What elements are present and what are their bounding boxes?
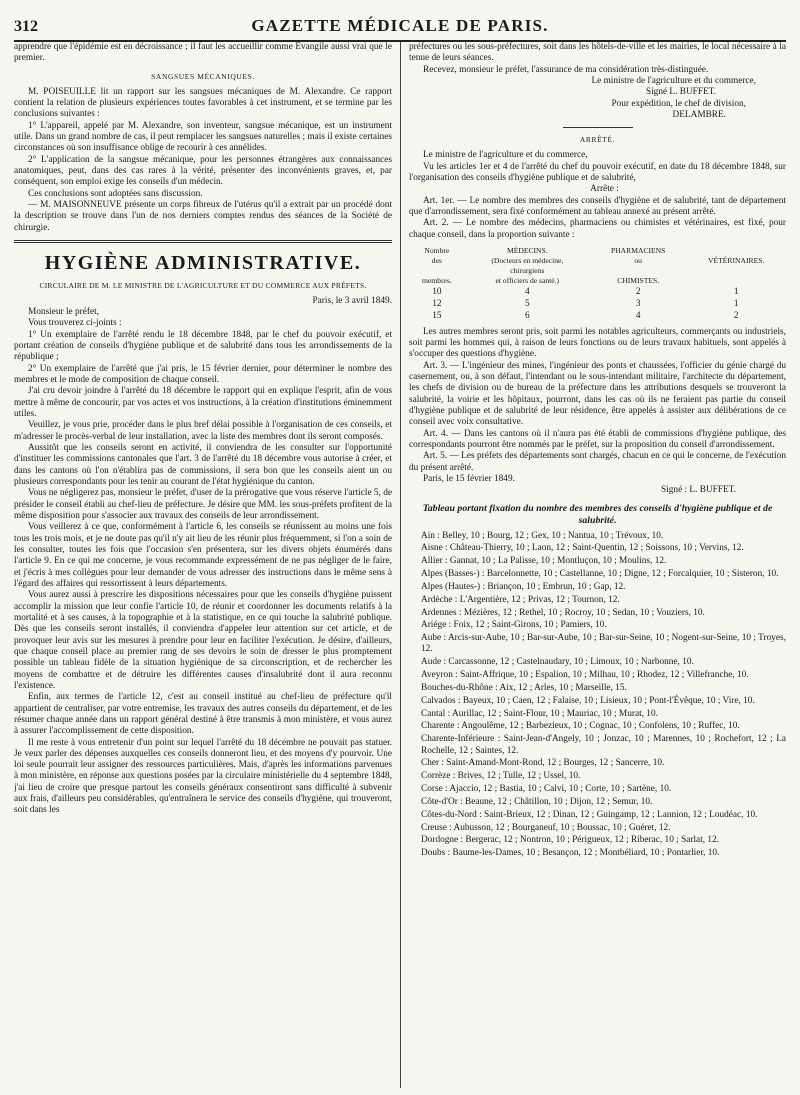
department-entry: Creuse : Aubusson, 12 ; Bourganeuf, 10 ; Boussac, 10 ; Guéret, 12. xyxy=(421,822,671,833)
department-entry: Charente-Inférieure : Saint-Jean-d'Angely, 10 ; Jonzac, 10 ; Marennes, 10 ; Rochefort, 12 ; La Rochelle, 12 ; Saintes, 12. xyxy=(421,734,786,756)
department-entry: Côtes-du-Nord : Saint-Brieux, 12 ; Dinan, 12 ; Guingamp, 12 ; Lannion, 12 ; Loudéac, 10. xyxy=(421,809,758,820)
table-row xyxy=(409,310,786,322)
department-entry: Corse : Ajaccio, 12 ; Bastia, 10 ; Calvi, 10 ; Corte, 10 ; Sartène, 10. xyxy=(421,784,672,795)
paragraph: 2° Un exemplaire de l'arrêté que j'ai pris, le 15 février dernier, pour déterminer le nombre des membres et le mode de composition de chaque conseil. xyxy=(14,363,392,385)
table-cell: 1 xyxy=(733,298,739,309)
department-entry: Aisne : Château-Thierry, 10 ; Laon, 12 ; Saint-Quentin, 12 ; Soissons, 10 ; Vervins, 12. xyxy=(421,543,744,554)
table-cell: 3 xyxy=(635,298,641,309)
page-number: 312 xyxy=(14,18,38,35)
article: Art. 1er. — Le nombre des membres des conseils d'hygiène et de salubrité, tant de département que d'arrondissement, sera fixé conformément au tableau annexé au présent arrêté. xyxy=(409,195,786,218)
section-rule xyxy=(14,240,392,243)
article: Art. 2. — Le nombre des médecins, pharmaciens ou chimistes et vétérinaires, est fixé, pour chaque conseil, dans la proportion suivante : xyxy=(409,218,786,240)
department-entry: Allier : Gannat, 10 ; La Palisse, 10 ; Montluçon, 10 ; Moulins, 12. xyxy=(421,556,667,567)
table-row xyxy=(409,286,786,298)
table-header: VÉTÉRINAIRES. xyxy=(708,255,765,265)
department-entry: Ain : Belley, 10 ; Bourg, 12 ; Gex, 10 ; Nantua, 10 ; Trévoux, 10. xyxy=(421,530,664,541)
letter-date: Paris, le 3 avril 1849. xyxy=(312,295,392,306)
separator xyxy=(563,127,633,128)
table-header: Nombre xyxy=(424,246,450,256)
table-header: chirurgiens xyxy=(510,265,545,275)
department-entry: Aude : Carcassonne, 12 ; Castelnaudary, 10 ; Limoux, 10 ; Narbonne, 10. xyxy=(421,657,694,668)
paragraph: Vous trouverez ci-joints : xyxy=(28,318,122,329)
paragraph: Vous veillerez à ce que, conformément à l'article 6, les conseils se réunissent au moins une fois tous les trois mois, et je ne doute pas qu'il n'y ait lieu de les réunir plus fréquemment, si l'on a soin de les consulter, toutes les fois que l'occasion s'en présentera, sur les divers objets énumérés dans l'article 9. En ce qui me concerne, je vous recommande expressément de ne pas négliger de le faire, et j'écris à mes collègues pour leur demander de vous adresser des instructions dans le même sens à l'égard des affaires qui ressortissent à leurs départements. xyxy=(14,522,392,589)
table-header: MÉDECINS. xyxy=(506,246,548,256)
paragraph: Vous ne négligerez pas, monsieur le préfet, d'user de la prérogative que vous réserve l'article 5, de présider le conseil établi au chef-lieu de préfecture. Je désire que MM. les sous-préfets profitent de la même disposition pour s'associer aux travaux des conseils de leur arrondissement. xyxy=(14,488,392,521)
department-entry: Corrèze : Brives, 12 ; Tulle, 12 ; Ussel, 10. xyxy=(421,771,581,782)
section-title-hygiene: HYGIÈNE ADMINISTRATIVE. xyxy=(44,252,362,275)
table-cell: 4 xyxy=(524,286,530,297)
table-cell: 10 xyxy=(432,286,442,297)
table-cell: 2 xyxy=(635,286,641,297)
table-row xyxy=(409,298,786,310)
paragraph: — M. MAISONNEUVE présente un corps fibreux de l'utérus qu'il a extrait par un procédé dont la description se trouve dans l'un de nos derniers comptes rendus des séances de la Société de chirurgie. xyxy=(14,200,392,233)
arrete-date: Paris, le 15 février 1849. xyxy=(423,474,515,484)
paragraph: 2° L'application de la sangsue mécanique, pour les personnes étrangères aux connaissances anatomiques, peut, dans des cas rares à la vérité, présenter des inconvénients graves, et, par conséquent, son emploi exige les conseils d'un médecin. xyxy=(14,154,392,188)
table-cell: 4 xyxy=(635,310,641,321)
proportion-table xyxy=(409,246,786,322)
section-heading-arrete: ARRÊTÉ. xyxy=(579,135,616,145)
department-entry: Cantal : Aurillac, 12 ; Saint-Flour, 10 ; Mauriac, 10 ; Murat, 10. xyxy=(421,708,658,719)
intro-text: apprendre que l'épidémie est en décroissance ; il faut les accueillir comme Évangile aussi vrai que le premier. xyxy=(14,42,392,64)
salutation: Monsieur le préfet, xyxy=(28,307,99,318)
columns xyxy=(14,42,786,1088)
table-cell: 15 xyxy=(432,310,442,321)
paragraph: Vous aurez aussi à prescrire les dispositions nécessaires pour que les conseils d'hygiène puissent accomplir la mission que leur confie l'article 10, de réunir et coordonner les documents relatifs à la mortalité et à ses causes, à la topographie et à la statistique, en ce qui touche la salubrité publique. Dès que les conseils seront installés, il conviendra d'appeler leur attention sur cet article, et de provoquer leur avis sur les mesures à prendre pour leur en faciliter l'exécution. Je désire, d'ailleurs, que chaque conseil place au premier rang de ses devoirs le soin de dresser le plus promptement possible un tableau fidèle de la situation hygiénique de sa circonscription, et de rechercher les moyens de combattre et de détruire les différentes causes d'insalubrité dont il aura reconnu l'existence. xyxy=(14,590,392,691)
right-column xyxy=(400,42,786,1088)
department-entry: Alpes (Hautes-) : Briançon, 10 ; Embrun, 10 ; Gap, 12. xyxy=(421,581,626,592)
signature-line: DELAMBRE. xyxy=(672,109,726,120)
table-header: PHARMACIENS xyxy=(610,246,666,256)
paragraph: M. POISEUILLE lit un rapport sur les sangsues mécaniques de M. Alexandre. Ce rapport contient la relation de plusieurs expériences toutes favorables à cet instrument, et se termine par les conclusions suivantes : xyxy=(14,86,392,120)
table-cell: 2 xyxy=(733,310,739,321)
paragraph: Le ministre de l'agriculture et du commerce, xyxy=(423,150,588,161)
table-cell: 1 xyxy=(733,286,739,297)
paragraph: Vu les articles 1er et 4 de l'arrêté du chef du pouvoir exécutif, en date du 18 décembre 1848, sur l'organisation des conseils d'hygiène publique et de salubrité, xyxy=(409,161,786,184)
table-header: (Docteurs en médecine, xyxy=(491,255,564,265)
paragraph: Il me reste à vous entretenir d'un point sur lequel l'arrêté du 18 décembre ne pouvait pas statuer. Je veux parler des dépenses auxquelles ces conseils donneront lieu, et des moyens d'y pourvoir. Une loi seule pourrait leur assigner des ressources particulières. Mais, d'après les informations parvenues à mon ministère, en réponse aux questions posées par la circulaire ministérielle du 4 septembre 1848, j'ai lieu de croire que presque partout les conseils généraux consentiront sans difficulté à subvenir aux frais, d'ailleurs peu considérables, qu'entraînera le service des conseils d'hygiène, qui trouveront, soit dans les xyxy=(14,737,392,816)
paragraph: Aussitôt que les conseils seront en activité, il conviendra de les consulter sur l'opportunité d'instituer les commissions cantonales que l'art. 3 de l'arrêté du 18 décembre vous autorise à créer, et dans les cantons où l'on n'établira pas de commissions, il sera bon que les conseils aient un ou plusieurs correspondants pour les tenir au courant de l'état hygiénique du canton. xyxy=(14,442,392,487)
article: Art. 3. — L'ingénieur des mines, l'ingénieur des ponts et chaussées, l'officier du génie chargé du casernement, ou, à son défaut, l'intendant ou le sous-intendant militaire, l'architecte du département, les chefs de division ou de bureau de la préfecture dans les attributions desquels se trouveront la salubrité, la voirie et les hôpitaux, pourront, dans les cas où ils ne feraient pas partie du conseil d'hygiène publique et de salubrité de leur résidence, être appelés à assister aux délibérations de ce conseil avec voix consultative. xyxy=(409,360,786,428)
left-column xyxy=(14,42,400,1088)
gazette-title: GAZETTE MÉDICALE DE PARIS. xyxy=(251,16,549,35)
section-heading-sangsues: SANGSUES MÉCANIQUES. xyxy=(151,71,255,81)
department-entry: Aveyron : Saint-Affrique, 10 ; Espalion, 10 ; Milhau, 10 ; Rhodez, 12 ; Villefranche, 10. xyxy=(421,670,749,681)
paragraph: Veuillez, je vous prie, procéder dans le plus bref délai possible à l'organisation de ces conseils, et m'adresser le procès-verbal de leur installation, avec la liste des membres dont ils seront composés. xyxy=(14,420,392,442)
table-header: CHIMISTES. xyxy=(617,275,660,285)
signature-line: Pour expédition, le chef de division, xyxy=(611,98,746,109)
signature-line: Le ministre de l'agriculture et du commerce, xyxy=(591,75,756,86)
department-entry: Aube : Arcis-sur-Aube, 10 ; Bar-sur-Aube, 10 ; Bar-sur-Seine, 10 ; Nogent-sur-Seine, 10 ; Troyes, 12. xyxy=(421,633,786,655)
paragraph: Recevez, monsieur le préfet, l'assurance de ma considération très-distinguée. xyxy=(423,64,709,75)
department-entry: Ardennes : Mézières, 12 ; Rethel, 10 ; Rocroy, 10 ; Sedan, 10 ; Vouziers, 10. xyxy=(421,607,705,618)
table-cell: 12 xyxy=(432,298,442,309)
department-entry: Alpes (Basses-) : Barcelonnette, 10 ; Castellanne, 10 ; Digne, 12 ; Forcalquier, 10 ; Sisteron, 10. xyxy=(421,569,779,580)
paragraph: Les autres membres seront pris, soit parmi les notables agriculteurs, commerçants ou industriels, soit parmi les hommes qui, à raison de leurs fonctions ou de leurs travaux habituels, sont appelés à s'occuper des questions d'hygiène. xyxy=(409,326,786,360)
department-entry: Calvados : Bayeux, 10 ; Caen, 12 ; Falaise, 10 ; Lisieux, 10 ; Pont-l'Évêque, 10 ; Vire, 10. xyxy=(421,695,755,706)
page-header xyxy=(14,16,786,38)
table-header: ou xyxy=(634,255,642,265)
department-entry: Bouches-du-Rhône : Aix, 12 ; Arles, 10 ; Marseille, 15. xyxy=(421,682,627,693)
table-cell: 6 xyxy=(524,310,530,321)
arrete-signature: Signé : L. BUFFET. xyxy=(661,485,736,496)
paragraph: 1° L'appareil, appelé par M. Alexandre, son inventeur, sangsue mécanique, est un instrument utile. Dans un grand nombre de cas, il peut remplacer les sangsues naturelles ; mais il existe certaines circonstances où son insuffisance oblige de recourir à ces annélides. xyxy=(14,120,392,154)
table-header: membres. xyxy=(421,275,452,285)
department-entry: Ariége : Foix, 12 ; Saint-Girons, 10 ; Pamiers, 10. xyxy=(421,620,607,631)
department-entry: Charente : Angoulême, 12 ; Barbezieux, 10 ; Cognac, 10 ; Confolens, 10 ; Ruffec, 10. xyxy=(421,721,740,732)
paragraph: J'ai cru devoir joindre à l'arrêté du 18 décembre le rapport qui en explique l'esprit, afin de vous mettre à même de concourir, par vos actes et vos instructions, à la création d'institutions éminemment utiles. xyxy=(14,386,392,419)
paragraph: Enfin, aux termes de l'article 12, c'est au conseil institué au chef-lieu de préfecture qu'il appartient de centraliser, par votre entremise, les travaux des autres conseils du département, et de les résumer chaque année dans un rapport général destiné à être transmis à mon ministère, et vous aurez à assurer l'accomplissement de cette disposition. xyxy=(14,692,392,737)
department-entry: Cher : Saint-Amand-Mont-Rond, 12 ; Bourges, 12 ; Sancerre, 10. xyxy=(421,758,665,769)
table-header: des xyxy=(431,255,442,265)
signature-line: Signé L. BUFFET. xyxy=(645,87,716,98)
circulaire-heading: CIRCULAIRE DE M. LE MINISTRE DE L'AGRICULTURE ET DU COMMERCE AUX PRÉFETS. xyxy=(39,281,367,291)
department-entry: Dordogne : Bergerac, 12 ; Nontron, 10 ; Périgueux, 12 ; Riberac, 10 ; Sarlat, 12. xyxy=(421,835,720,846)
tableau-title: Tableau portant fixation du nombre des membres des conseils d'hygiène publique et de salubrité. xyxy=(422,502,773,526)
table-header: et officiers de santé.) xyxy=(495,275,560,285)
department-entry: Côte-d'Or : Beaune, 12 ; Châtillon, 10 ; Dijon, 12 ; Semur, 10. xyxy=(421,796,653,807)
paragraph: Ces conclusions sont adoptées sans discussion. xyxy=(28,188,203,199)
department-entry: Doubs : Baume-les-Dames, 10 ; Besançon, 12 ; Montbéliard, 10 ; Pontarlier, 10. xyxy=(421,848,720,859)
article: Art. 4. — Dans les cantons où il n'aura pas été établi de commissions d'hygiène publique, des correspondants pourront être nommés par le préfet, sur la proposition du conseil d'arrondissement. xyxy=(409,428,786,451)
department-entry: Ardèche : L'Argentière, 12 ; Privas, 12 ; Tournon, 12. xyxy=(421,594,620,605)
arrete-label: Arrête : xyxy=(590,184,619,195)
article: Art. 5. — Les préfets des départements sont chargés, chacun en ce qui le concerne, de l'exécution du présent arrêté. xyxy=(409,451,786,473)
paragraph: préfectures ou les sous-préfectures, soit dans les hôtels-de-ville et les mairies, le local nécessaire à la tenue de leurs séances. xyxy=(409,42,786,64)
table-cell: 5 xyxy=(524,298,530,309)
department-list xyxy=(409,531,786,860)
paragraph: 1° Un exemplaire de l'arrêté rendu le 18 décembre 1848, par le chef du pouvoir exécutif, et portant création de conseils d'hygiène publique et de salubrité dans tous les arrondissements de la république ; xyxy=(14,329,392,363)
